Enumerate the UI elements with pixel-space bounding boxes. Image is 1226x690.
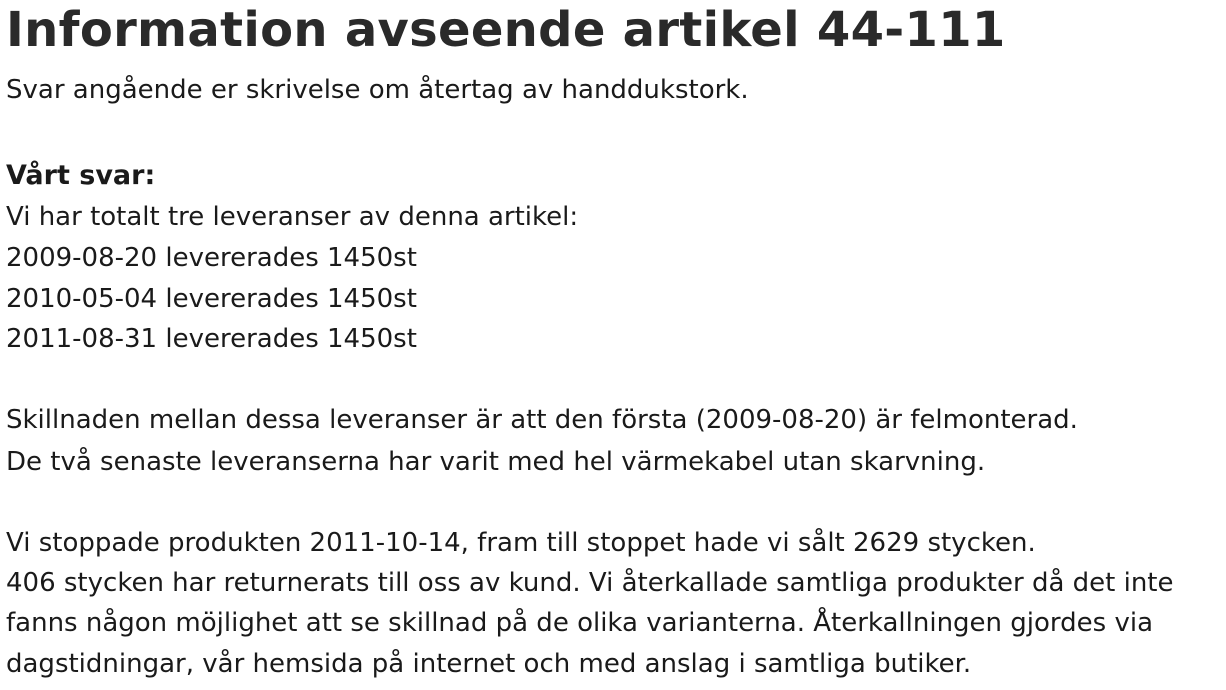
difference-line: Skillnaden mellan dessa leveranser är att den första (2009-08-20) är felmonterad. <box>6 405 1078 435</box>
answer-heading: Vårt svar: <box>6 160 156 191</box>
deliveries-intro: Vi har totalt tre leveranser av denna artikel: <box>6 202 579 232</box>
delivery-line: 2010-05-04 levererades 1450st <box>6 284 417 314</box>
recall-line: fanns någon möjlighet att se skillnad på de olika varianterna. Återkallningen gjordes via <box>6 608 1154 638</box>
delivery-line: 2009-08-20 levererades 1450st <box>6 243 417 273</box>
document-title: Information avseende artikel 44-111 <box>6 2 1006 58</box>
recall-line: dagstidningar, vår hemsida på internet och med anslag i samtliga butiker. <box>6 649 972 679</box>
recall-line: 406 stycken har returnerats till oss av kund. Vi återkallade samtliga produkter då det inte <box>6 568 1174 598</box>
recall-line: Vi stoppade produkten 2011-10-14, fram till stoppet hade vi sålt 2629 stycken. <box>6 528 1036 558</box>
difference-line: De två senaste leveranserna har varit med hel värmekabel utan skarvning. <box>6 447 986 477</box>
document-subtitle: Svar angående er skrivelse om återtag av handdukstork. <box>6 75 749 105</box>
delivery-line: 2011-08-31 levererades 1450st <box>6 324 417 354</box>
